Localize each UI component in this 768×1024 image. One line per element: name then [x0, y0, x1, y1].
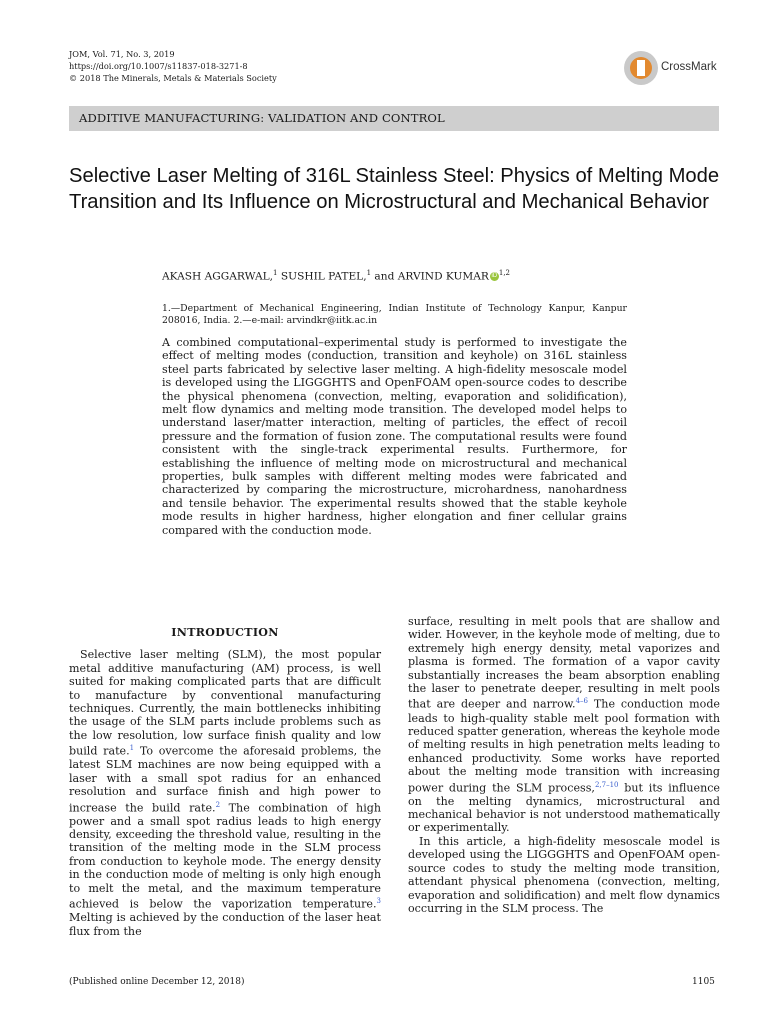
section-band	[69, 106, 719, 131]
journal-metadata	[69, 48, 277, 84]
abstract: A combined computational–experimental study is performed to investigate the effect of melting modes (conduction, transition and keyhole) on 316L stainless steel parts fabricated by selective laser melting. A high-fidelity mesoscale model is developed using the LIGGGHTS and OpenFOAM open-source codes to describe the physical phenomena (convection, melting, evaporation and solidification), melt flow dynamics and melting mode transition. The developed model helps to understand laser/matter interaction, melting of particles, the effect of recoil pressure and the formation of fusion zone. The computational results were found consistent with the single-track experimental results. Furthermore, for establishing the influence of melting mode on microstructural and mechanical properties, bulk samples with different melting modes were fabricated and characterized by comparing the microstructure, microhardness, nanohardness and tensile behavior. The experimental results showed that the stable keyhole mode results in higher hardness, higher elongation and finer cellular grains compared with the conduction mode.	[162, 336, 627, 537]
doi-link[interactable]: https://doi.org/10.1007/s11837-018-3271-8	[69, 61, 248, 71]
citation-link[interactable]: 2	[215, 800, 221, 809]
section-heading: INTRODUCTION	[171, 626, 279, 639]
affiliation: 1.—Department of Mechanical Engineering, Indian Institute of Technology Kanpur, Kanpur 208016, India. 2.—e-mail: arvindkr@iitk.ac.in	[162, 303, 627, 326]
right-column	[408, 615, 720, 915]
author-affiliation-ref: 1	[366, 269, 372, 277]
author-name: SUSHIL PATEL,	[277, 270, 367, 283]
crossmark-label: CrossMark	[661, 61, 717, 73]
author-name: and ARVIND KUMAR	[371, 270, 489, 283]
journal-line: JOM, Vol. 71, No. 3, 2019	[69, 49, 175, 59]
crossmark-badge[interactable]	[624, 51, 732, 87]
crossmark-icon	[624, 51, 658, 85]
section-band-label: ADDITIVE MANUFACTURING: VALIDATION AND CONTROL	[79, 111, 445, 125]
citation-link[interactable]: 3	[376, 897, 381, 906]
paragraph: Selective laser melting (SLM), the most popular metal additive manufacturing (AM) process, is well suited for making complicated parts that are difficult to manufacture by conventional manufacturing techniques. Currently, the main bottlenecks inhibiting the usage of the SLM parts include problems such as the low resolution, low surface finish quality and low build rate.$^1$ To overcome the aforesaid problems, the latest SLM machines are now being equipped with a laser with a small spot radius for an enhanced resolution and surface finish and high power to increase the build rate.$^2$ The combination of high power and a small spot radius leads to high energy density, exceeding the threshold value, resulting in the transition of the melting mode in the SLM process from conduction to keyhole mode. The energy density in the conduction mode of melting is only high enough to melt the metal, and the maximum temperature achieved is below the vaporization temperature.$^3$ Melting is achieved by the conduction of the laser heat flux from the	[69, 648, 382, 938]
citation-link[interactable]: 4–6	[575, 697, 588, 706]
citation-link[interactable]: 1	[129, 744, 135, 753]
page-number: 1105	[692, 977, 715, 987]
author-list	[162, 269, 510, 283]
paragraph: In this article, a high-fidelity mesoscale model is developed using the LIGGGHTS and OpenFOAM open-source codes to study the melting mode transition, attendant physical phenomena (convection, melting, evaporation and solidification) and melt flow dynamics occurring in the SLM process. The	[408, 834, 720, 915]
left-column	[69, 615, 381, 938]
author-name: AKASH AGGARWAL,	[162, 270, 274, 283]
paragraph: surface, resulting in melt pools that are shallow and wider. However, in the keyhole mode of melting, due to extremely high energy density, metal vaporizes and plasma is formed. The formation of a vapor cavity substantially increases the beam absorption enabling the laser to penetrate deeper, resulting in melt pools that are deeper and narrow.$^{4-6}$ The conduction mode leads to high-quality stable melt pool formation with reduced spatter generation, whereas the keyhole mode of melting results in high penetration melts leading to enhanced productivity. Some works have reported about the melting mode transition with increasing power during the SLM process,$^{2,7-10}$ but its influence on the melting dynamics, microstructural and mechanical behavior is not understood mathematically or experimentally.	[408, 615, 720, 835]
orcid-icon[interactable]: iD	[491, 273, 498, 280]
article-title: Selective Laser Melting of 316L Stainless Steel: Physics of Melting Mode Transition and Its Influence on Microstructural and Mechanical Behavior	[69, 165, 720, 213]
citation-link[interactable]: 2,7–10	[594, 780, 619, 789]
publication-date: (Published online December 12, 2018)	[69, 977, 245, 987]
author-affiliation-ref: 1	[273, 269, 278, 277]
copyright-line: © 2018 The Minerals, Metals & Materials Society	[69, 73, 277, 83]
author-affiliation-ref: 1,2	[498, 269, 511, 277]
